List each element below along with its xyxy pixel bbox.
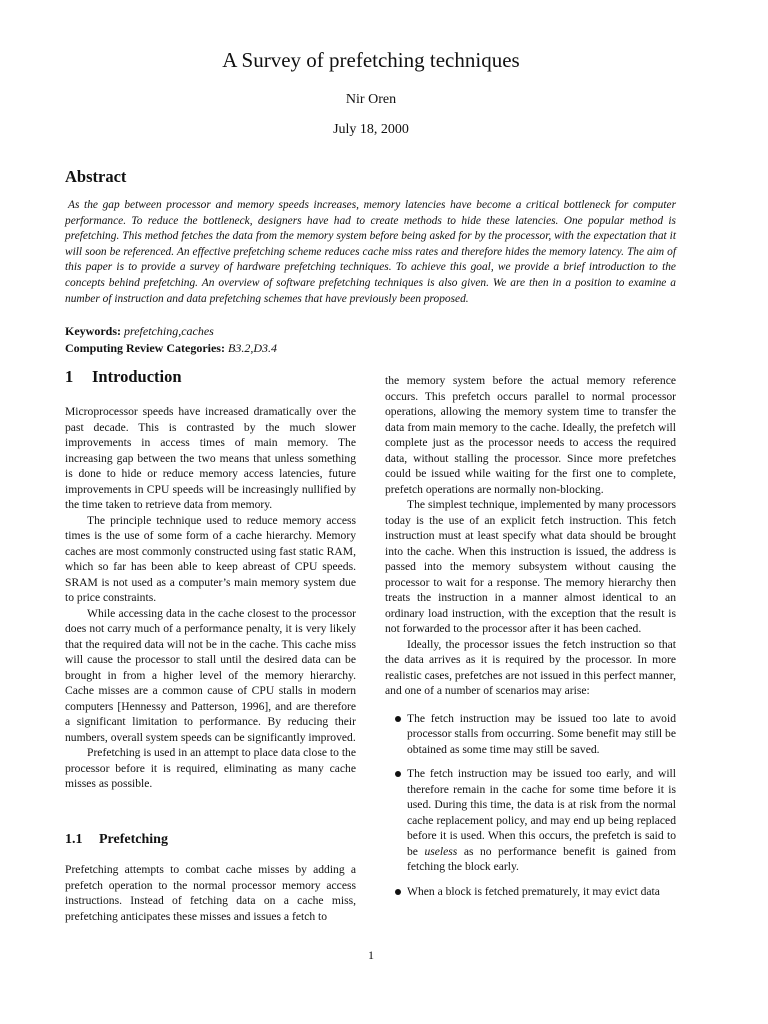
left-column-prefetching: [65, 862, 356, 924]
list-item-text: When a block is fetched prematurely, it may evict data: [407, 884, 660, 898]
list-item: [385, 884, 676, 900]
list-item: [385, 711, 676, 758]
publication-date: July 18, 2000: [333, 122, 409, 137]
section-heading-introduction: [65, 367, 182, 387]
paper-title: A Survey of prefetching techniques: [222, 48, 520, 72]
intro-paragraph: While accessing data in the cache closest to the processor does not carry much of a performance penalty, it is very likely that the required data will not be in the cache. This cache miss will cause the processor to stall until the desired data can be brought in from a higher level of the memory hierarchy. Cache misses are a common cause of CPU stalls in modern computers [Hennessy and Patterson, 1996], and are therefore a significant limitation to performance. By reducing their numbers, overall system speeds can be significantly improved.: [65, 606, 356, 744]
body-paragraph: The simplest technique, implemented by many processors today is the use of an explicit fetch instruction. This fetch instruction must at least specify what data should be brought into the cache. When this instruction is issued, the address is passed into the memory subsystem without causing the processor to wait for a response. The memory hierarchy then treats the instruction in a manner almost identical to an ordinary load instruction, with the exception that the result is not forwarded to the processor after it has been cached.: [385, 498, 676, 635]
page-number: 1: [368, 948, 374, 962]
intro-paragraph: The principle technique used to reduce memory access times is the use of some form of a cache hierarchy. Memory caches are most commonly constructed using fast static RAM, which so far has been able to keep abreast of CPU speeds. SRAM is not used as a computer’s main memory system due to price constraints.: [65, 513, 356, 604]
continuation-paragraph: the memory system before the actual memory reference occurs. This prefetch occurs parallel to normal processor operations, allowing the memory system time to transfer the data from main memory to the cache. Ideally, the prefetch will complete just as the processor needs to access the required data, without stalling the processor. Since more prefetches could be issued while waiting for the first one to complete, prefetch operations are normally non-blocking.: [385, 374, 676, 496]
emphasis-text: useless: [424, 844, 458, 858]
abstract-body: As the gap between processor and memory speeds increases, memory latencies have become a critical bottleneck for computer performance. To reduce the bottleneck, designers have had to create methods to hide these latencies. One popular method is prefetching. This method fetches the data from the memory system before being asked for by the processor, with the expectation that it will soon be referenced. An effective prefetching scheme reduces cache miss rates and therefore hides the memory latency. The aim of this paper is to provide a survey of hardware prefetching techniques. To achieve this goal, we provide a brief introduction to the concepts behind prefetching. An overview of software prefetching techniques is also given. We are then in a position to examine a number of instruction and data prefetching schemes that have previously been proposed.: [65, 199, 676, 305]
body-paragraph: Ideally, the processor issues the fetch instruction so that the data arrives as it is required by the processor. In more realistic cases, prefetches are not issued in this perfect manner, and one of a number of scenarios may arise:: [385, 637, 676, 697]
list-item: [385, 766, 676, 875]
keywords-line: [65, 324, 214, 339]
subsection-title: Prefetching: [99, 832, 168, 847]
author-name: Nir Oren: [345, 92, 397, 107]
right-column: [385, 373, 676, 908]
keywords-value: prefetching,caches: [124, 324, 214, 338]
bullet-icon: [395, 889, 401, 895]
list-item-text: The fetch instruction may be issued too late to avoid processor stalls from occurring. Some benefit may still be obtained as some time may still be saved.: [407, 711, 676, 756]
bullet-icon: [395, 771, 401, 777]
left-column-introduction: [65, 404, 356, 792]
categories-label: Computing Review Categories:: [65, 341, 225, 355]
scenario-list: [385, 711, 676, 900]
list-item-text: The fetch instruction may be issued too early, and will therefore remain in the cache for some time before it is used. During this time, the data is at risk from the normal cache replacement policy, and may end up being replaced before it is used. When this occurs, the prefetch is said to be: [407, 767, 676, 858]
section-number: 1: [65, 367, 74, 386]
abstract-heading: Abstract: [65, 167, 127, 186]
list-item-text: as no performance benefit is gained from fetching the block early.: [407, 844, 676, 873]
section-title: Introduction: [92, 367, 182, 386]
subsection-heading-prefetching: [65, 832, 168, 848]
prefetching-paragraph: Prefetching attempts to combat cache misses by adding a prefetch operation to the normal processor memory access instructions. Instead of fetching data on a cache miss, prefetching anticipates these misses and issues a fetch to: [65, 863, 356, 923]
categories-line: [65, 341, 277, 356]
keywords-label: Keywords:: [65, 324, 121, 338]
intro-paragraph: Microprocessor speeds have increased dramatically over the past decade. This is contrasted by the much slower improvements in access times of main memory. The increasing gap between the two means that unless something is done to hide or reduce memory access latencies, future improvements in CPU speeds will be increasingly nullified by the time taken to retrieve data from memory.: [65, 405, 356, 511]
intro-paragraph: Prefetching is used in an attempt to place data close to the processor before it is required, eliminating as many cache misses as possible.: [65, 746, 356, 790]
categories-value: B3.2,D3.4: [227, 341, 277, 355]
subsection-number: 1.1: [65, 832, 83, 847]
bullet-icon: [395, 716, 401, 722]
